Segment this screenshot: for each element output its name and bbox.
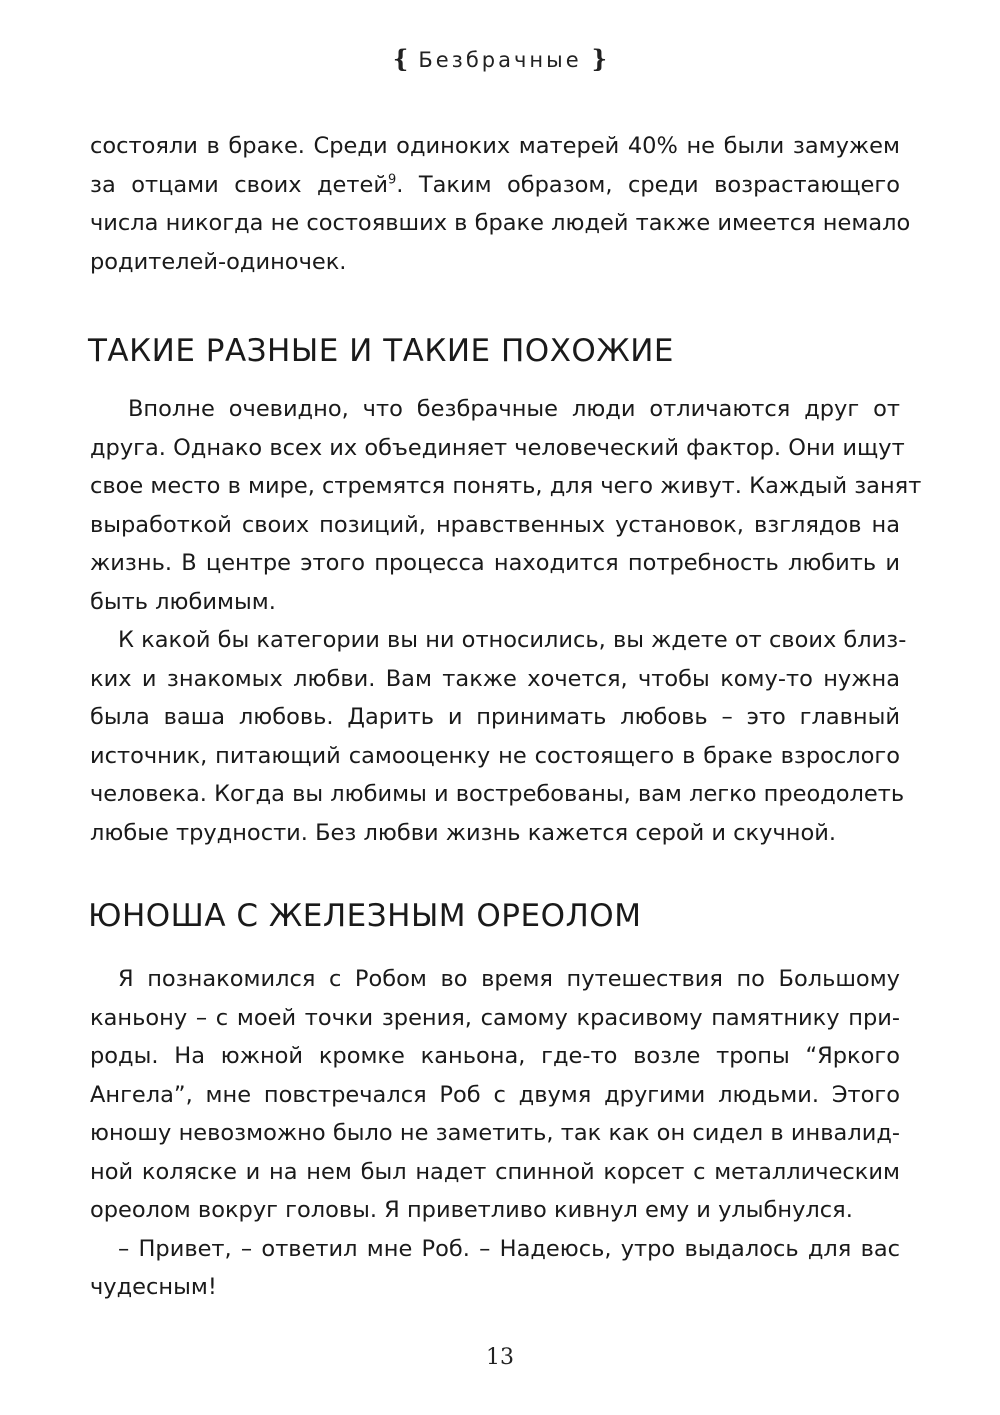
paragraph-2-line: Вполне очевидно, что безбрачные люди отличаются друг от bbox=[128, 396, 900, 422]
paragraph-3-line: ких и знакомых любви. Вам также хочется, чтобы кому-то нужна bbox=[90, 665, 900, 692]
running-head bbox=[0, 44, 1000, 73]
paragraph-4-line: Ангела”, мне повстречался Роб с двумя другими людьми. Этого bbox=[90, 1081, 900, 1108]
page-number: 13 bbox=[486, 1345, 514, 1370]
paragraph-5-line: – Привет, – ответил мне Роб. – Надеюсь, утро выдалось для вас bbox=[118, 1235, 900, 1262]
paragraph-3-line: К какой бы категории вы ни относились, вы ждете от своих близ- bbox=[118, 627, 907, 653]
paragraph-1-line: числа никогда не состоявших в браке людей также имеется немало bbox=[90, 210, 911, 236]
paragraph-4-line: роды. На южной кромке каньона, где-то возле тропы “Яркого bbox=[90, 1043, 900, 1069]
paragraph-3-line: была ваша любовь. Дарить и принимать любовь – это главный bbox=[90, 704, 900, 730]
paragraph-2-line: жизнь. В центре этого процесса находится потребность любить и bbox=[90, 550, 900, 576]
paragraph-2-line: друга. Однако всех их объединяет человеческий фактор. Они ищут bbox=[90, 434, 905, 461]
paragraph-4-line: ной коляске и на нем был надет спинной корсет с металлическим bbox=[90, 1158, 900, 1185]
running-head-title: Безбрачные bbox=[418, 48, 582, 72]
running-head-right-brace: } bbox=[591, 44, 608, 73]
section-2-body bbox=[90, 960, 900, 1307]
paragraph-1-line: состояли в браке. Среди одиноких матерей 40% не были замужем bbox=[90, 133, 900, 159]
paragraph-4-line: юношу невозможно было не заметить, так как он сидел в инвалид- bbox=[90, 1120, 900, 1146]
paragraph-4 bbox=[90, 960, 900, 1230]
paragraph-1 bbox=[90, 127, 911, 281]
paragraph-3 bbox=[90, 621, 907, 852]
paragraph-1-line: за отцами своих детей$^9$. Таким образом, среди возрастающего bbox=[90, 171, 900, 198]
paragraph-2 bbox=[90, 390, 922, 621]
running-head-left-brace: { bbox=[392, 44, 409, 73]
paragraph-3-line: источник, питающий самооценку не состоящего в браке взрослого bbox=[90, 742, 900, 769]
paragraph-3-line: любые трудности. Без любви жизнь кажется серой и скучной. bbox=[90, 819, 836, 846]
section-heading-2: ЮНОША С ЖЕЛЕЗНЫМ ОРЕОЛОМ bbox=[88, 898, 642, 934]
paragraph-4-line: ореолом вокруг головы. Я приветливо кивнул ему и улыбнулся. bbox=[90, 1197, 853, 1223]
section-heading-1: ТАКИЕ РАЗНЫЕ И ТАКИЕ ПОХОЖИЕ bbox=[88, 333, 675, 369]
paragraph-1-line: родителей-одиночек. bbox=[90, 248, 347, 275]
section-1-body bbox=[90, 390, 922, 852]
paragraph-2-line: выработкой своих позиций, нравственных установок, взглядов на bbox=[90, 511, 900, 538]
paragraph-2-line: быть любимым. bbox=[90, 588, 276, 615]
paragraph-3-line: человека. Когда вы любимы и востребованы, вам легко преодолеть bbox=[90, 781, 905, 807]
paragraph-5 bbox=[90, 1230, 900, 1307]
paragraph-2-line: свое место в мире, стремятся понять, для чего живут. Каждый занят bbox=[90, 473, 922, 499]
paragraph-5-line: чудесным! bbox=[90, 1274, 217, 1300]
footnote-ref: 9 bbox=[387, 172, 397, 187]
paragraph-4-line: Я познакомился с Робом во время путешествия по Большому bbox=[118, 966, 900, 992]
paragraph-4-line: каньону – с моей точки зрения, самому красивому памятнику при- bbox=[90, 1004, 900, 1031]
